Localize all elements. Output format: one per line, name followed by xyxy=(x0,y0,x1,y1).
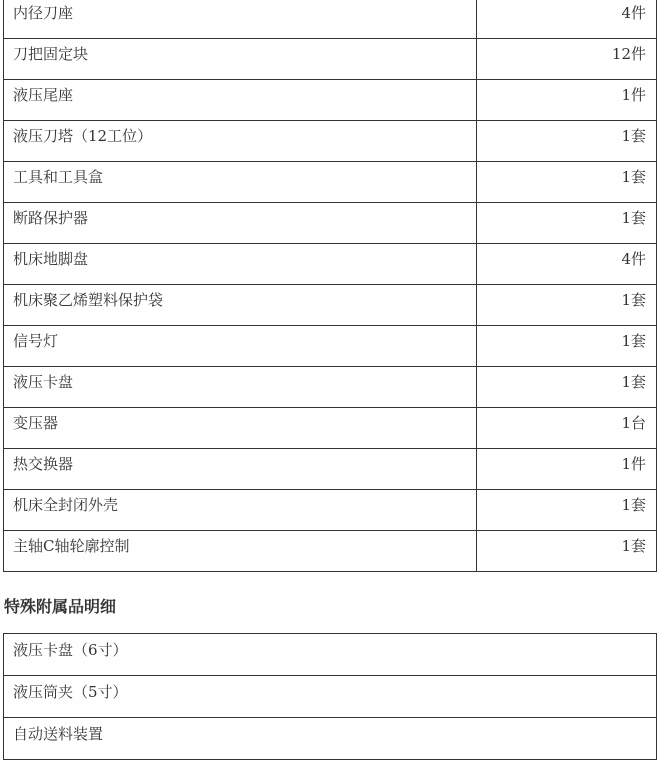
item-name: 主轴C轴轮廓控制 xyxy=(4,531,477,572)
table-row xyxy=(4,121,657,162)
item-quantity: 1件 xyxy=(477,80,657,121)
table-row xyxy=(4,634,657,676)
table-row xyxy=(4,80,657,121)
item-name: 机床全封闭外壳 xyxy=(4,490,477,531)
table-row xyxy=(4,285,657,326)
item-name: 变压器 xyxy=(4,408,477,449)
item-name: 机床聚乙烯塑料保护袋 xyxy=(4,285,477,326)
item-quantity: 1套 xyxy=(477,367,657,408)
special-accessories-heading: 特殊附属品明细 xyxy=(4,597,117,616)
table-row xyxy=(4,0,657,39)
table-row xyxy=(4,162,657,203)
item-quantity: 1套 xyxy=(477,203,657,244)
table-row xyxy=(4,676,657,718)
item-quantity: 1套 xyxy=(477,285,657,326)
item-quantity: 1套 xyxy=(477,162,657,203)
table-row xyxy=(4,718,657,760)
special-accessories-table xyxy=(3,633,657,760)
item-quantity: 1套 xyxy=(477,121,657,162)
table-row xyxy=(4,244,657,285)
table-row xyxy=(4,39,657,80)
item-quantity: 4件 xyxy=(477,0,657,39)
table-row xyxy=(4,408,657,449)
table-row xyxy=(4,490,657,531)
item-name: 热交换器 xyxy=(4,449,477,490)
table-row xyxy=(4,531,657,572)
item-name: 刀把固定块 xyxy=(4,39,477,80)
item-name: 液压刀塔（12工位） xyxy=(4,121,477,162)
item-name: 工具和工具盒 xyxy=(4,162,477,203)
item-name: 内径刀座 xyxy=(4,0,477,39)
item-name: 液压尾座 xyxy=(4,80,477,121)
special-item-name: 自动送料装置 xyxy=(4,718,657,760)
item-quantity: 1套 xyxy=(477,326,657,367)
item-quantity: 1套 xyxy=(477,490,657,531)
table-row xyxy=(4,203,657,244)
item-quantity: 12件 xyxy=(477,39,657,80)
special-item-name: 液压筒夹（5寸） xyxy=(4,676,657,718)
standard-accessories-table xyxy=(3,0,657,572)
special-item-name: 液压卡盘（6寸） xyxy=(4,634,657,676)
table-row xyxy=(4,367,657,408)
item-quantity: 1套 xyxy=(477,531,657,572)
item-name: 机床地脚盘 xyxy=(4,244,477,285)
item-name: 液压卡盘 xyxy=(4,367,477,408)
item-name: 断路保护器 xyxy=(4,203,477,244)
item-name: 信号灯 xyxy=(4,326,477,367)
item-quantity: 4件 xyxy=(477,244,657,285)
item-quantity: 1件 xyxy=(477,449,657,490)
table-row xyxy=(4,449,657,490)
item-quantity: 1台 xyxy=(477,408,657,449)
table-row xyxy=(4,326,657,367)
